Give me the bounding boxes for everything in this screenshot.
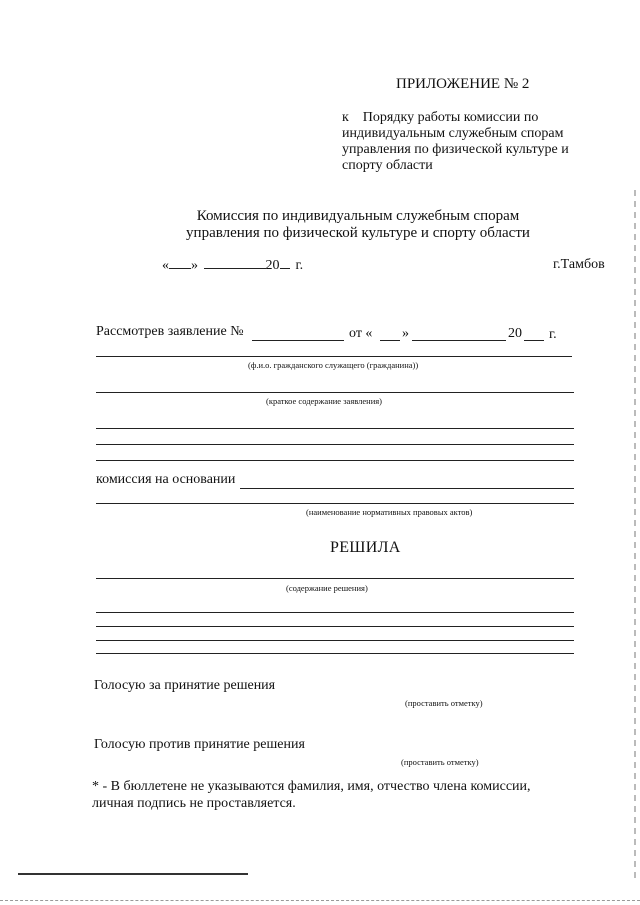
date-quote-open: « [162,258,169,273]
scan-bottom-edge [0,900,640,901]
caption-acts: (наименование нормативных правовых актов) [306,507,473,517]
caption-decision: (содержание решения) [286,583,368,593]
basis-line-1 [240,488,574,489]
date-field [162,255,303,274]
appendix-title: ПРИЛОЖЕНИЕ № 2 [396,76,530,92]
summary-line-3 [96,444,574,445]
from-day-line [380,340,400,341]
considered-label: Рассмотрев заявление № [96,324,244,339]
month-blank [204,255,266,269]
summary-line-1 [96,392,574,393]
from-month-line [412,340,506,341]
document-title [0,208,640,242]
title-line-1: Комиссия по индивидуальным служебным спорам [196,208,520,224]
basis-line-2 [96,503,574,504]
vote-for-mark: (проставить отметку) [405,698,483,708]
scan-right-edge [634,190,636,880]
footnote-separator [18,873,248,875]
vote-against-mark: (проставить отметку) [401,757,479,767]
caption-summary: (краткое содержание заявления) [266,396,382,406]
from-year-suffix: г. [549,327,557,342]
commission-basis-label: комиссия на основании [96,472,236,487]
appendix-reference [342,110,582,174]
decision-line-2 [96,612,574,613]
reference-line-3: управления по физической культуре и [342,142,569,157]
from-close-quote: » [402,326,409,341]
footnote-line-2: личная подпись не проставляется. [92,796,296,811]
decided-heading: РЕШИЛА [330,539,401,556]
decision-line-5 [96,653,574,654]
year-blank [280,255,290,269]
vote-for-label: Голосую за принятие решения [94,678,276,693]
reference-line-2: индивидуальным служебным спорам [342,126,564,141]
date-quote-close: » [191,258,198,273]
fio-line [96,356,572,357]
caption-fio: (ф.и.о. гражданского служащего (гражданина)) [248,360,419,370]
from-year-line [524,340,544,341]
city: г.Тамбов [553,257,605,272]
application-number-line [252,340,344,341]
decision-line-1 [96,578,574,579]
reference-line-4: спорту области [342,158,433,173]
reference-line-1: к Порядку работы комиссии по [342,110,539,125]
footnote [92,778,531,812]
summary-line-4 [96,460,574,461]
vote-against-label: Голосую против принятие решения [94,737,305,752]
from-year-prefix: 20 [508,326,522,341]
title-line-2: управления по физической культуре и спорту области [186,225,530,241]
decision-line-3 [96,626,574,627]
year-prefix: 20 [265,258,280,273]
year-suffix: г. [295,258,304,273]
from-label: от « [349,326,373,341]
footnote-line-1: * - В бюллетене не указываются фамилия, имя, отчество члена комиссии, [92,779,531,794]
decision-line-4 [96,640,574,641]
day-blank [169,255,191,269]
summary-line-2 [96,428,574,429]
